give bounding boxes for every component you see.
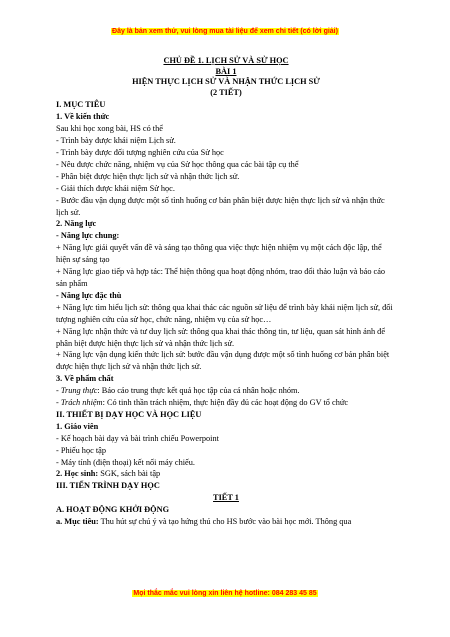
knowledge-item: - Trình bày được khái niệm Lịch sử. xyxy=(56,136,176,146)
period-title: TIẾT 1 xyxy=(213,493,239,503)
knowledge-item: - Trình bày được đối tượng nghiên cứu của Sử học xyxy=(56,148,224,157)
section-objectives-heading: I. MỤC TIÊU xyxy=(56,100,106,110)
goal-label: a. Mục tiêu: xyxy=(56,517,99,527)
lesson-duration: (2 TIẾT) xyxy=(210,87,242,97)
specific-ability-item: + Năng lực nhận thức và tư duy lịch sử: thông qua khai thác thông tin, tư liệu, quan sát hình ảnh để phân biệt được hiện thực lịch sử và nhận thức lịch sử. xyxy=(56,326,386,348)
quality-text: : Có tinh thần trách nhiệm, thực hiện đầy đủ các hoạt động do GV tổ chức xyxy=(102,398,349,408)
student-label: 2. Học sinh: xyxy=(56,469,99,479)
knowledge-list xyxy=(56,135,396,218)
teacher-heading: 1. Giáo viên xyxy=(56,421,99,431)
quality-item-responsibility xyxy=(56,397,396,409)
ability-heading: 2. Năng lực xyxy=(56,219,97,229)
topic-title: CHỦ ĐỀ 1. LỊCH SỬ VÀ SỬ HỌC xyxy=(163,56,289,65)
quality-label: - Trung thực xyxy=(56,386,98,396)
quality-heading: 3. Về phẩm chất xyxy=(56,374,114,384)
hotline-banner-text: Mọi thắc mắc vui lòng xin liên hệ hotline: 084 283 45 85 xyxy=(133,590,317,597)
knowledge-item: - Phân biệt được hiện thực lịch sử và nhận thức lịch sử. xyxy=(56,171,240,181)
activity-heading: A. HOẠT ĐỘNG KHỞI ĐỘNG xyxy=(56,505,170,515)
lesson-title-block xyxy=(56,56,396,98)
teacher-item: - Kế hoạch bài dạy và bài trình chiếu Powerpoint xyxy=(56,433,219,443)
knowledge-item: - Nêu được chức năng, nhiệm vụ của Sử học thông qua các bài tập cụ thể xyxy=(56,159,299,169)
goal-line xyxy=(56,516,396,528)
lesson-name: HIỆN THỰC LỊCH SỬ VÀ NHẬN THỨC LỊCH SỬ xyxy=(132,77,320,87)
specific-ability-heading: - Năng lực đặc thù xyxy=(56,290,122,300)
quality-text: : Báo cáo trung thực kết quả học tập của cá nhân hoặc nhóm. xyxy=(97,386,300,396)
student-text: SGK, sách bài tập xyxy=(98,469,161,479)
goal-text: Thu hút sự chú ý và tạo hứng thú cho HS bước vào bài học mới. Thông qua xyxy=(98,517,352,527)
knowledge-heading: 1. Về kiến thức xyxy=(56,112,110,122)
lesson-number: BÀI 1 xyxy=(215,66,237,76)
student-line xyxy=(56,468,396,480)
knowledge-item: - Giải thích được khái niệm Sử học. xyxy=(56,183,175,193)
preview-banner xyxy=(0,28,450,35)
section-equipment-heading: II. THIẾT BỊ DẠY HỌC VÀ HỌC LIỆU xyxy=(56,409,202,419)
teacher-item: - Phiếu học tập xyxy=(56,445,107,455)
general-ability-item: + Năng lực giải quyết vấn đề và sáng tạo thông qua việc thực hiện nhiệm vụ một cách độc lập, thể hiện sự sáng tạo xyxy=(56,243,382,265)
document-body xyxy=(56,56,396,528)
quality-item-honesty xyxy=(56,385,396,397)
knowledge-item: - Bước đầu vận dụng được một số tình huống cơ bản phân biệt được hiện thực lịch sử và nhận thức lịch sử. xyxy=(56,195,385,217)
preview-banner-text: Đây là bản xem thử, vui lòng mua tài liệu để xem chi tiết (có lời giải) xyxy=(112,28,338,35)
teacher-item: - Máy tính (điện thoại) kết nối máy chiếu. xyxy=(56,457,195,467)
specific-ability-item: + Năng lực tìm hiểu lịch sử: thông qua khai thác các nguồn sử liệu để trình bày khái niệm lịch sử, đối tượng nghiên cứu của sử học, chức năng, nhiệm vụ của sử học… xyxy=(56,302,393,324)
quality-label: - Trách nhiệm xyxy=(56,398,103,408)
section-process-heading: III. TIẾN TRÌNH DẠY HỌC xyxy=(56,481,160,491)
specific-ability-item: + Năng lực vận dụng kiến thức lịch sử: bước đầu vận dụng được một số tình huống cơ bản phân biệt được hiện thực lịch sử và nhận thức lịch sử. xyxy=(56,350,390,372)
general-ability-heading: - Năng lực chung: xyxy=(56,231,120,241)
general-ability-item: + Năng lực giao tiếp và hợp tác: Thể hiện thông qua hoạt động nhóm, trao đổi thảo luận và báo cáo sản phẩm xyxy=(56,267,386,288)
knowledge-intro: Sau khi học xong bài, HS có thể xyxy=(56,124,163,134)
hotline-banner xyxy=(0,590,450,597)
